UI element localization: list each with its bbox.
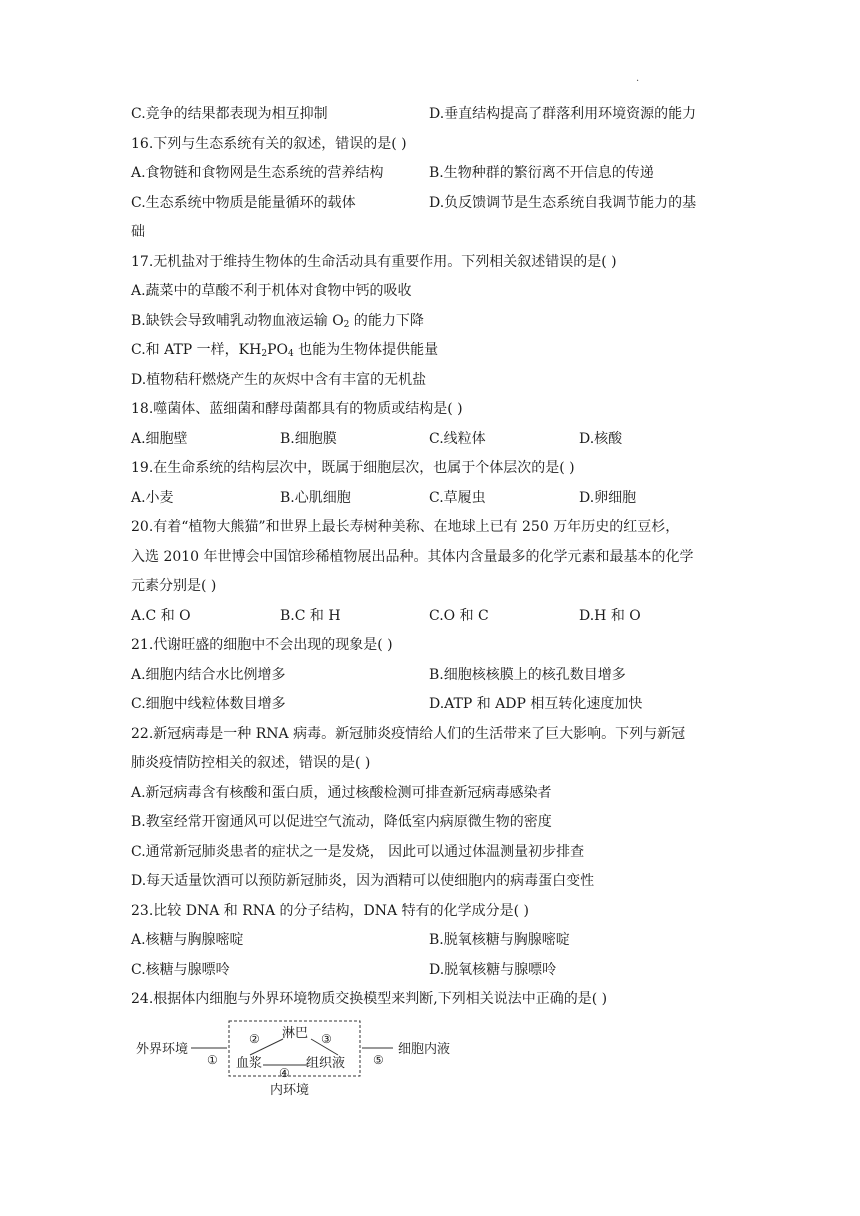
q18-options [131,425,731,455]
q22-stem-line2: 肺炎疫情防控相关的叙述，错误的是( ) [131,755,371,771]
num-5: ⑤ [373,1053,384,1067]
q18-option-b: B.细胞膜 [280,430,337,447]
q21-stem: 21.代谢旺盛的细胞中不会出现的现象是( ) [131,637,393,653]
q21-option-c: C.细胞中线粒体数目增多 [131,696,286,712]
num-2: ② [249,1032,260,1046]
q20-option-a: A.C 和 O [131,607,191,624]
q15-option-d: D.垂直结构提高了群落利用环境资源的能力 [429,106,697,122]
q23-stem: 23.比较 DNA 和 RNA 的分子结构，DNA 特有的化学成分是( ) [131,902,529,919]
q21-option-a: A.细胞内结合水比例增多 [131,666,286,683]
label-external-environment: 外界环境 [136,1042,189,1057]
q17-option-c [131,336,731,366]
q21-options-cd [131,690,731,720]
q19-option-c: C.草履虫 [429,489,486,506]
q16-option-b: B.生物种群的繁衍离不开信息的传递 [429,165,654,181]
q22-option-d: D.每天适量饮酒可以预防新冠肺炎，因为酒精可以使细胞内的病毒蛋白变性 [131,873,595,889]
num-4: ④ [279,1066,290,1080]
q17-c-text-end: 也能为生物体提供能量 [293,342,439,358]
page-mark: · [636,76,640,87]
q23-option-d: D.脱氧核糖与腺嘌呤 [429,961,557,978]
q17-c-text-mid: PO [267,342,288,358]
q18-option-d: D.核酸 [579,430,623,447]
q20-option-b: B.C 和 H [280,607,341,624]
q21-options-ab [131,661,731,691]
q24-stem: 24.根据体内细胞与外界环境物质交换模型来判断,下列相关说法中正确的是( ) [131,991,608,1007]
q23-options-ab [131,926,731,956]
q16-options-cd [131,189,731,219]
q22-option-a: A.新冠病毒含有核酸和蛋白质，通过核酸检测可排查新冠病毒感染者 [131,784,552,801]
q17-c-text: C.和 ATP 一样，KH [131,342,262,358]
q20-options [131,602,731,632]
q15-options-cd [131,100,731,130]
num-1: ① [207,1053,218,1067]
q18-option-c: C.线粒体 [429,430,486,447]
q15-option-c: C.竞争的结果都表现为相互抑制 [131,106,328,122]
q17-b-text-end: 的能力下降 [349,312,424,329]
q20-stem-line2: 入选 2010 年世博会中国馆珍稀植物展出品种。其体内含量最多的化学元素和最基本的化学 [131,548,694,565]
q21-option-d: D.ATP 和 ADP 相互转化速度加快 [429,696,643,712]
q18-stem: 18.噬菌体、蓝细菌和酵母菌都具有的物质或结构是( ) [131,401,463,417]
q23-option-a: A.核糖与胸腺嘧啶 [131,932,244,948]
q20-option-c: C.O 和 C [429,607,489,624]
q20-stem-line3: 元素分别是( ) [131,578,217,594]
label-internal-environment: 内环境 [270,1083,310,1098]
q16-option-d: D.负反馈调节是生态系统自我调节能力的基 [429,194,697,211]
q16-option-c: C.生态系统中物质是能量循环的载体 [131,194,356,211]
internal-environment-diagram [131,1017,471,1102]
q17-c-subscript-2: 4 [287,349,294,359]
q17-b-text: B.缺铁会导致哺乳动物血液运输 O [131,312,344,329]
q21-option-b: B.细胞核核膜上的核孔数目增多 [429,666,626,683]
q23-option-b: B.脱氧核糖与胸腺嘧啶 [429,932,570,948]
exam-page [131,100,731,1015]
q22-option-b: B.教室经常开窗通风可以促进空气流动，降低室内病原微生物的密度 [131,814,552,830]
q16-stem: 16.下列与生态系统有关的叙述，错误的是( ) [131,135,407,152]
q19-option-b: B.心肌细胞 [280,489,351,506]
label-tissue-fluid: 组织液 [306,1056,346,1071]
q19-stem: 19.在生命系统的结构层次中，既属于细胞层次，也属于个体层次的是( ) [131,460,575,476]
q19-option-a: A.小麦 [131,489,174,506]
num-3: ③ [321,1032,332,1046]
q17-option-d: D.植物秸秆燃烧产生的灰烬中含有丰富的无机盐 [131,371,427,388]
label-intracellular-fluid: 细胞内液 [398,1042,451,1057]
q19-option-d: D.卵细胞 [579,489,637,506]
q17-c-subscript-1: 2 [261,349,268,359]
q17-option-b [131,307,731,337]
q23-options-cd [131,956,731,986]
q16-option-d-continued: 础 [131,224,145,240]
q17-b-subscript: 2 [343,319,350,330]
q19-options [131,484,731,514]
q22-option-c: C.通常新冠肺炎患者的症状之一是发烧， 因此可以通过体温测量初步排查 [131,843,585,860]
label-lymph: 淋巴 [282,1026,309,1041]
q17-stem: 17.无机盐对于维持生物体的生命活动具有重要作用。下列相关叙述错误的是( ) [131,253,617,270]
q20-option-d: D.H 和 O [579,607,641,624]
q20-stem-line1: 20.有着“植物大熊猫”和世界上最长寿树种美称、在地球上已有 250 万年历史的红豆杉， [131,519,680,535]
q16-option-a: A.食物链和食物网是生态系统的营养结构 [131,165,384,181]
q23-option-c: C.核糖与腺嘌呤 [131,961,230,978]
q18-option-a: A.细胞壁 [131,430,188,447]
label-plasma: 血浆 [236,1056,263,1071]
q17-option-a: A.蔬菜中的草酸不利于机体对食物中钙的吸收 [131,283,412,299]
q16-options-ab [131,159,731,189]
q22-stem-line1: 22.新冠病毒是一种 RNA 病毒。新冠肺炎疫情给人们的生活带来了巨大影响。下列与新冠 [131,725,686,742]
